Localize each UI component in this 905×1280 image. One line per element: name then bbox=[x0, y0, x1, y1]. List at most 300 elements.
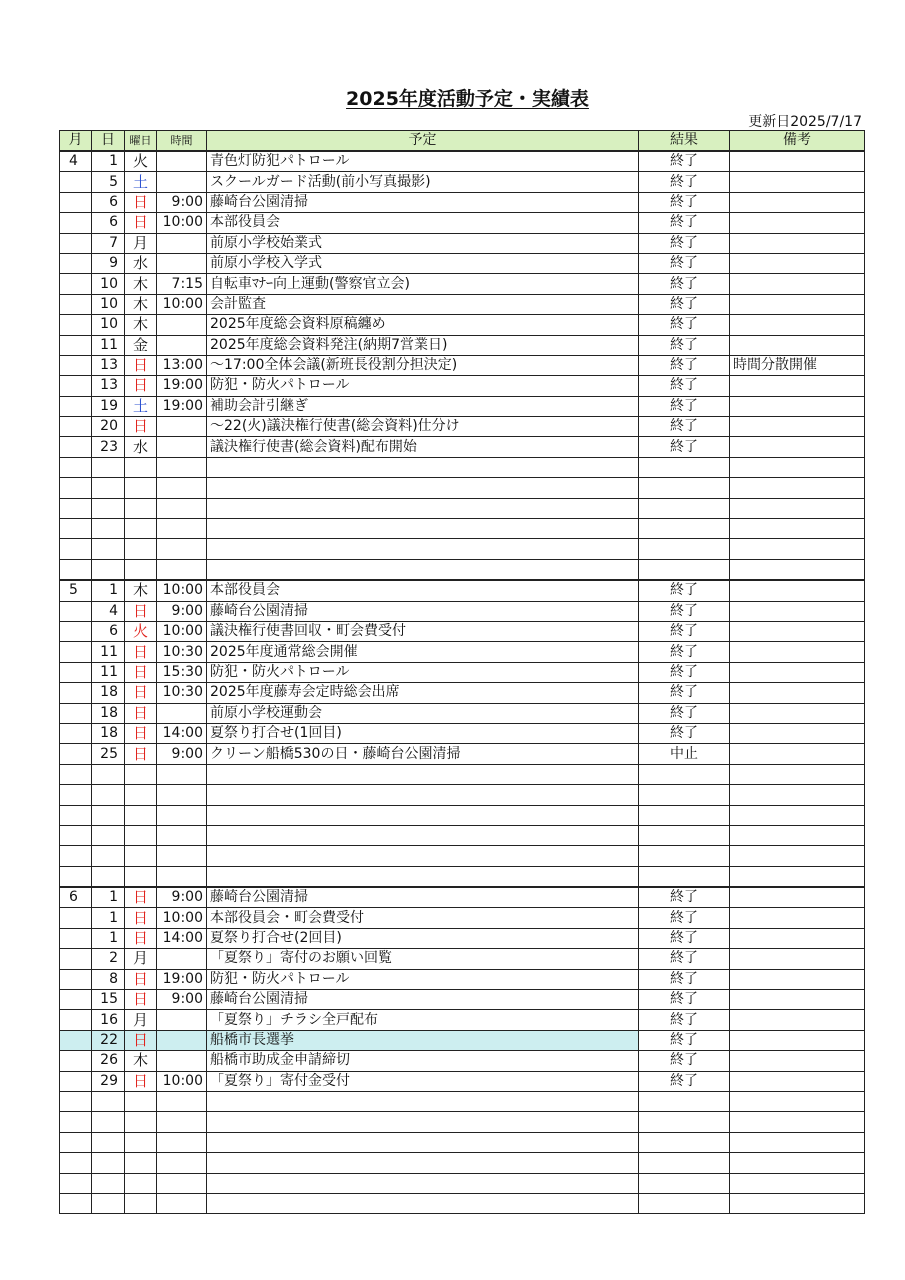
day-cell: 6 bbox=[92, 192, 125, 212]
day-cell bbox=[92, 805, 125, 825]
table-row bbox=[60, 335, 865, 355]
empty-row bbox=[60, 846, 865, 866]
header-note: 備考 bbox=[730, 131, 865, 152]
schedule-table bbox=[59, 130, 865, 1214]
day-cell: 5 bbox=[92, 172, 125, 192]
month-cell bbox=[60, 723, 92, 743]
time-cell: 7:15 bbox=[157, 274, 207, 294]
month-cell bbox=[60, 969, 92, 989]
weekday-cell: 土 bbox=[125, 172, 157, 192]
time-cell bbox=[157, 1051, 207, 1071]
weekday-cell bbox=[125, 457, 157, 477]
empty-row bbox=[60, 498, 865, 518]
result-cell bbox=[639, 478, 730, 498]
plan-cell: 議決権行使書(総会資料)配布開始 bbox=[207, 437, 639, 457]
note-cell bbox=[730, 601, 865, 621]
month-cell bbox=[60, 1153, 92, 1173]
time-cell: 9:00 bbox=[157, 601, 207, 621]
time-cell: 13:00 bbox=[157, 355, 207, 375]
result-cell: 終了 bbox=[639, 417, 730, 437]
month-cell bbox=[60, 335, 92, 355]
plan-cell bbox=[207, 846, 639, 866]
result-cell: 終了 bbox=[639, 1010, 730, 1030]
day-cell bbox=[92, 1193, 125, 1213]
table-row bbox=[60, 233, 865, 253]
table-row bbox=[60, 437, 865, 457]
note-cell bbox=[730, 1193, 865, 1213]
time-cell bbox=[157, 825, 207, 845]
table-row bbox=[60, 253, 865, 273]
table-row bbox=[60, 315, 865, 335]
empty-row bbox=[60, 1153, 865, 1173]
day-cell: 1 bbox=[92, 908, 125, 928]
weekday-cell bbox=[125, 559, 157, 580]
weekday-cell bbox=[125, 846, 157, 866]
month-cell bbox=[60, 1030, 92, 1050]
day-cell bbox=[92, 519, 125, 539]
note-cell bbox=[730, 559, 865, 580]
result-cell: 終了 bbox=[639, 172, 730, 192]
empty-row bbox=[60, 478, 865, 498]
month-cell bbox=[60, 396, 92, 416]
month-cell: 4 bbox=[60, 151, 92, 172]
note-cell bbox=[730, 642, 865, 662]
time-cell bbox=[157, 866, 207, 887]
weekday-cell bbox=[125, 1173, 157, 1193]
day-cell bbox=[92, 764, 125, 784]
result-cell: 終了 bbox=[639, 335, 730, 355]
day-cell: 22 bbox=[92, 1030, 125, 1050]
result-cell bbox=[639, 1173, 730, 1193]
time-cell bbox=[157, 805, 207, 825]
month-cell bbox=[60, 949, 92, 969]
day-cell bbox=[92, 539, 125, 559]
month-cell bbox=[60, 621, 92, 641]
table-header-row bbox=[60, 131, 865, 152]
header-result: 結果 bbox=[639, 131, 730, 152]
weekday-cell bbox=[125, 478, 157, 498]
weekday-cell: 火 bbox=[125, 151, 157, 172]
month-cell bbox=[60, 294, 92, 314]
plan-cell bbox=[207, 457, 639, 477]
result-cell bbox=[639, 559, 730, 580]
empty-row bbox=[60, 1132, 865, 1152]
result-cell: 終了 bbox=[639, 396, 730, 416]
note-cell bbox=[730, 683, 865, 703]
month-cell bbox=[60, 1071, 92, 1091]
result-cell: 終了 bbox=[639, 683, 730, 703]
result-cell bbox=[639, 1132, 730, 1152]
day-cell bbox=[92, 825, 125, 845]
plan-cell bbox=[207, 785, 639, 805]
day-cell: 25 bbox=[92, 744, 125, 764]
result-cell: 終了 bbox=[639, 908, 730, 928]
time-cell bbox=[157, 785, 207, 805]
plan-cell bbox=[207, 1173, 639, 1193]
day-cell: 20 bbox=[92, 417, 125, 437]
month-cell bbox=[60, 376, 92, 396]
note-cell bbox=[730, 294, 865, 314]
time-cell bbox=[157, 233, 207, 253]
day-cell: 18 bbox=[92, 703, 125, 723]
month-cell bbox=[60, 825, 92, 845]
result-cell: 終了 bbox=[639, 213, 730, 233]
weekday-cell bbox=[125, 1112, 157, 1132]
month-cell bbox=[60, 498, 92, 518]
result-cell: 終了 bbox=[639, 294, 730, 314]
weekday-cell bbox=[125, 805, 157, 825]
updated-date: 更新日2025/7/17 bbox=[748, 114, 862, 130]
plan-cell: 2025年度総会資料原稿纏め bbox=[207, 315, 639, 335]
time-cell bbox=[157, 417, 207, 437]
plan-cell: 船橋市長選挙 bbox=[207, 1030, 639, 1050]
plan-cell: 防犯・防火パトロール bbox=[207, 376, 639, 396]
plan-cell bbox=[207, 1091, 639, 1111]
day-cell bbox=[92, 478, 125, 498]
month-cell bbox=[60, 519, 92, 539]
result-cell: 終了 bbox=[639, 253, 730, 273]
note-cell bbox=[730, 846, 865, 866]
empty-row bbox=[60, 805, 865, 825]
note-cell bbox=[730, 376, 865, 396]
weekday-cell: 日 bbox=[125, 887, 157, 908]
note-cell bbox=[730, 274, 865, 294]
table-row bbox=[60, 1051, 865, 1071]
note-cell bbox=[730, 1010, 865, 1030]
table-row bbox=[60, 294, 865, 314]
month-cell bbox=[60, 662, 92, 682]
weekday-cell: 日 bbox=[125, 723, 157, 743]
time-cell: 10:00 bbox=[157, 213, 207, 233]
plan-cell: 「夏祭り」寄付金受付 bbox=[207, 1071, 639, 1091]
time-cell bbox=[157, 1010, 207, 1030]
month-cell bbox=[60, 601, 92, 621]
plan-cell: 前原小学校入学式 bbox=[207, 253, 639, 273]
note-cell bbox=[730, 335, 865, 355]
weekday-cell: 日 bbox=[125, 908, 157, 928]
time-cell: 10:30 bbox=[157, 683, 207, 703]
plan-cell: 自転車ﾏﾅｰ向上運動(警察官立会) bbox=[207, 274, 639, 294]
day-cell: 10 bbox=[92, 274, 125, 294]
result-cell: 終了 bbox=[639, 928, 730, 948]
table-row bbox=[60, 213, 865, 233]
day-cell bbox=[92, 1091, 125, 1111]
month-cell bbox=[60, 1193, 92, 1213]
month-cell bbox=[60, 683, 92, 703]
note-cell bbox=[730, 1091, 865, 1111]
table-row bbox=[60, 723, 865, 743]
time-cell: 14:00 bbox=[157, 723, 207, 743]
result-cell: 終了 bbox=[639, 723, 730, 743]
result-cell: 終了 bbox=[639, 642, 730, 662]
time-cell bbox=[157, 1132, 207, 1152]
table-row bbox=[60, 417, 865, 437]
table-row bbox=[60, 744, 865, 764]
plan-cell: 防犯・防火パトロール bbox=[207, 969, 639, 989]
result-cell: 終了 bbox=[639, 437, 730, 457]
day-cell: 16 bbox=[92, 1010, 125, 1030]
month-cell bbox=[60, 744, 92, 764]
time-cell: 9:00 bbox=[157, 192, 207, 212]
plan-cell: スクールガード活動(前小写真撮影) bbox=[207, 172, 639, 192]
result-cell bbox=[639, 805, 730, 825]
plan-cell: ～17:00全体会議(新班長役割分担決定) bbox=[207, 355, 639, 375]
plan-cell bbox=[207, 478, 639, 498]
weekday-cell: 水 bbox=[125, 253, 157, 273]
day-cell: 6 bbox=[92, 213, 125, 233]
weekday-cell: 日 bbox=[125, 969, 157, 989]
header-weekday: 曜日 bbox=[125, 131, 157, 152]
weekday-cell: 日 bbox=[125, 662, 157, 682]
time-cell: 15:30 bbox=[157, 662, 207, 682]
note-cell bbox=[730, 539, 865, 559]
result-cell: 終了 bbox=[639, 990, 730, 1010]
note-cell bbox=[730, 519, 865, 539]
weekday-cell: 金 bbox=[125, 335, 157, 355]
weekday-cell: 日 bbox=[125, 642, 157, 662]
month-cell bbox=[60, 172, 92, 192]
weekday-cell bbox=[125, 539, 157, 559]
weekday-cell: 日 bbox=[125, 683, 157, 703]
weekday-cell: 日 bbox=[125, 376, 157, 396]
weekday-cell: 日 bbox=[125, 744, 157, 764]
plan-cell: 藤崎台公園清掃 bbox=[207, 887, 639, 908]
time-cell bbox=[157, 949, 207, 969]
note-cell bbox=[730, 887, 865, 908]
month-cell bbox=[60, 642, 92, 662]
note-cell bbox=[730, 213, 865, 233]
header-day: 日 bbox=[92, 131, 125, 152]
month-cell bbox=[60, 764, 92, 784]
empty-row bbox=[60, 1112, 865, 1132]
result-cell: 終了 bbox=[639, 376, 730, 396]
plan-cell bbox=[207, 866, 639, 887]
day-cell: 13 bbox=[92, 355, 125, 375]
time-cell: 19:00 bbox=[157, 969, 207, 989]
month-cell bbox=[60, 315, 92, 335]
month-cell bbox=[60, 233, 92, 253]
empty-row bbox=[60, 519, 865, 539]
empty-row bbox=[60, 539, 865, 559]
note-cell bbox=[730, 1051, 865, 1071]
weekday-cell: 日 bbox=[125, 928, 157, 948]
time-cell bbox=[157, 1030, 207, 1050]
weekday-cell: 日 bbox=[125, 990, 157, 1010]
weekday-cell: 水 bbox=[125, 437, 157, 457]
weekday-cell: 月 bbox=[125, 949, 157, 969]
time-cell: 10:00 bbox=[157, 621, 207, 641]
day-cell bbox=[92, 498, 125, 518]
plan-cell: 前原小学校運動会 bbox=[207, 703, 639, 723]
weekday-cell: 日 bbox=[125, 355, 157, 375]
table-row bbox=[60, 887, 865, 908]
empty-row bbox=[60, 785, 865, 805]
time-cell bbox=[157, 703, 207, 723]
month-cell bbox=[60, 785, 92, 805]
time-cell bbox=[157, 1153, 207, 1173]
weekday-cell bbox=[125, 785, 157, 805]
result-cell: 終了 bbox=[639, 621, 730, 641]
result-cell bbox=[639, 866, 730, 887]
time-cell bbox=[157, 559, 207, 580]
plan-cell: 藤崎台公園清掃 bbox=[207, 192, 639, 212]
note-cell bbox=[730, 1153, 865, 1173]
table-row bbox=[60, 703, 865, 723]
day-cell: 26 bbox=[92, 1051, 125, 1071]
day-cell: 9 bbox=[92, 253, 125, 273]
time-cell bbox=[157, 151, 207, 172]
month-cell: 6 bbox=[60, 887, 92, 908]
result-cell bbox=[639, 519, 730, 539]
month-cell bbox=[60, 703, 92, 723]
weekday-cell bbox=[125, 498, 157, 518]
result-cell: 終了 bbox=[639, 233, 730, 253]
plan-cell: 夏祭り打合せ(2回目) bbox=[207, 928, 639, 948]
empty-row bbox=[60, 1091, 865, 1111]
note-cell bbox=[730, 825, 865, 845]
note-cell bbox=[730, 928, 865, 948]
table-row bbox=[60, 928, 865, 948]
month-cell bbox=[60, 846, 92, 866]
note-cell bbox=[730, 1173, 865, 1193]
result-cell bbox=[639, 785, 730, 805]
day-cell: 10 bbox=[92, 294, 125, 314]
day-cell: 1 bbox=[92, 887, 125, 908]
plan-cell: 本部役員会・町会費受付 bbox=[207, 908, 639, 928]
plan-cell bbox=[207, 559, 639, 580]
result-cell: 終了 bbox=[639, 1030, 730, 1050]
note-cell bbox=[730, 417, 865, 437]
empty-row bbox=[60, 457, 865, 477]
note-cell bbox=[730, 478, 865, 498]
day-cell: 7 bbox=[92, 233, 125, 253]
month-cell bbox=[60, 559, 92, 580]
result-cell: 終了 bbox=[639, 151, 730, 172]
table-row bbox=[60, 172, 865, 192]
note-cell bbox=[730, 253, 865, 273]
weekday-cell: 木 bbox=[125, 274, 157, 294]
plan-cell bbox=[207, 825, 639, 845]
day-cell: 11 bbox=[92, 642, 125, 662]
table-row bbox=[60, 396, 865, 416]
day-cell: 1 bbox=[92, 580, 125, 601]
time-cell: 9:00 bbox=[157, 744, 207, 764]
day-cell bbox=[92, 866, 125, 887]
time-cell bbox=[157, 335, 207, 355]
empty-row bbox=[60, 1193, 865, 1213]
time-cell bbox=[157, 498, 207, 518]
result-cell bbox=[639, 764, 730, 784]
month-cell bbox=[60, 1010, 92, 1030]
table-row bbox=[60, 151, 865, 172]
weekday-cell: 木 bbox=[125, 580, 157, 601]
plan-cell: 「夏祭り」チラシ全戸配布 bbox=[207, 1010, 639, 1030]
month-cell bbox=[60, 478, 92, 498]
table-row bbox=[60, 621, 865, 641]
plan-cell: 藤崎台公園清掃 bbox=[207, 601, 639, 621]
plan-cell bbox=[207, 498, 639, 518]
day-cell: 4 bbox=[92, 601, 125, 621]
month-cell bbox=[60, 457, 92, 477]
table-row bbox=[60, 908, 865, 928]
table-row bbox=[60, 949, 865, 969]
day-cell: 2 bbox=[92, 949, 125, 969]
note-cell bbox=[730, 457, 865, 477]
note-cell bbox=[730, 580, 865, 601]
note-cell bbox=[730, 949, 865, 969]
time-cell: 9:00 bbox=[157, 887, 207, 908]
time-cell: 10:00 bbox=[157, 1071, 207, 1091]
empty-row bbox=[60, 559, 865, 580]
month-cell bbox=[60, 928, 92, 948]
day-cell: 19 bbox=[92, 396, 125, 416]
plan-cell: 船橋市助成金申請締切 bbox=[207, 1051, 639, 1071]
plan-cell: ～22(火)議決権行使書(総会資料)仕分け bbox=[207, 417, 639, 437]
note-cell bbox=[730, 233, 865, 253]
time-cell: 19:00 bbox=[157, 376, 207, 396]
day-cell: 23 bbox=[92, 437, 125, 457]
empty-row bbox=[60, 1173, 865, 1193]
note-cell bbox=[730, 866, 865, 887]
day-cell: 1 bbox=[92, 151, 125, 172]
plan-cell bbox=[207, 1153, 639, 1173]
time-cell bbox=[157, 172, 207, 192]
header-time: 時間 bbox=[157, 131, 207, 152]
empty-row bbox=[60, 764, 865, 784]
result-cell: 終了 bbox=[639, 1051, 730, 1071]
weekday-cell bbox=[125, 825, 157, 845]
plan-cell bbox=[207, 539, 639, 559]
weekday-cell: 木 bbox=[125, 315, 157, 335]
table-row bbox=[60, 274, 865, 294]
note-cell bbox=[730, 703, 865, 723]
weekday-cell bbox=[125, 1193, 157, 1213]
month-cell bbox=[60, 1091, 92, 1111]
day-cell: 13 bbox=[92, 376, 125, 396]
note-cell: 時間分散開催 bbox=[730, 355, 865, 375]
plan-cell: 藤崎台公園清掃 bbox=[207, 990, 639, 1010]
day-cell bbox=[92, 559, 125, 580]
weekday-cell: 日 bbox=[125, 213, 157, 233]
time-cell: 10:00 bbox=[157, 294, 207, 314]
time-cell bbox=[157, 846, 207, 866]
table-row bbox=[60, 601, 865, 621]
note-cell bbox=[730, 1132, 865, 1152]
plan-cell: 会計監査 bbox=[207, 294, 639, 314]
weekday-cell: 日 bbox=[125, 601, 157, 621]
weekday-cell bbox=[125, 519, 157, 539]
day-cell: 18 bbox=[92, 683, 125, 703]
month-cell bbox=[60, 417, 92, 437]
weekday-cell: 日 bbox=[125, 1071, 157, 1091]
note-cell bbox=[730, 151, 865, 172]
time-cell bbox=[157, 539, 207, 559]
plan-cell: クリーン船橋530の日・藤崎台公園清掃 bbox=[207, 744, 639, 764]
month-cell bbox=[60, 866, 92, 887]
plan-cell bbox=[207, 805, 639, 825]
day-cell: 11 bbox=[92, 335, 125, 355]
day-cell: 29 bbox=[92, 1071, 125, 1091]
result-cell: 終了 bbox=[639, 703, 730, 723]
day-cell: 15 bbox=[92, 990, 125, 1010]
day-cell: 1 bbox=[92, 928, 125, 948]
day-cell: 10 bbox=[92, 315, 125, 335]
time-cell bbox=[157, 1091, 207, 1111]
time-cell bbox=[157, 764, 207, 784]
month-cell bbox=[60, 990, 92, 1010]
day-cell bbox=[92, 846, 125, 866]
time-cell bbox=[157, 519, 207, 539]
